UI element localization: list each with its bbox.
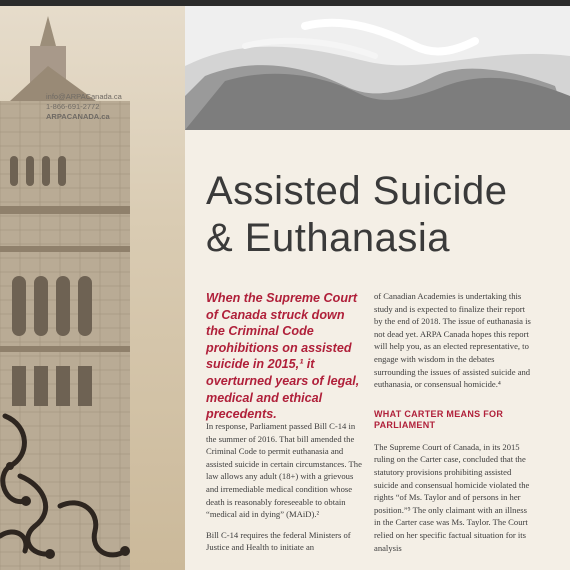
title-line-1: Assisted Suicide <box>206 169 508 213</box>
hands-image <box>185 6 570 130</box>
body-paragraph: In response, Parliament passed Bill C-14 in the summer of 2016. That bill amended the Criminal Code to permit euthanasia and assisted suicide in certain circumstances. The law allows any adult (18+) with a grievous and irremediable medical condition whose death is reasonably foreseeable to obtain “medical aid in dying” (MAiD).² <box>206 421 362 520</box>
tower-illustration <box>0 6 185 570</box>
section-heading: WHAT CARTER MEANS FOR PARLIAMENT <box>374 408 504 430</box>
column-left <box>206 420 366 562</box>
title-line-2: & Euthanasia <box>206 216 450 260</box>
lead-paragraph: When the Supreme Court of Canada struck down the Criminal Code prohibitions on assisted suicide in 2015,¹ it overturned years of legal, medical and ethical precedents. <box>206 291 360 422</box>
contact-info <box>46 92 122 122</box>
contact-email[interactable]: info@ARPACanada.ca <box>46 92 122 101</box>
body-paragraph: Bill C-14 requires the federal Ministers of Justice and Health to initiate an <box>206 529 351 553</box>
contact-phone: 1-866-691-2772 <box>46 102 100 111</box>
body-paragraph: of Canadian Academies is undertaking this study and is expected to finalize their report by the end of 2018. The issue of euthanasia is not dead yet. ARPA Canada hopes this report will help you, as an elected representative, to engage with wisdom in the debates surrounding the issues of assisted suicide and euthanasia, or consensual homicide.⁴ <box>374 291 531 390</box>
peace-tower-image <box>0 6 185 570</box>
contact-website[interactable]: ARPACANADA.ca <box>46 112 110 121</box>
body-paragraph: The Supreme Court of Canada, in its 2015 ruling on the Carter case, concluded that the statutory provisions prohibiting assisted suicide and consensual homicide violated the rights “of Ms. Taylor and of persons in her position.”⁵ The only claimant with an illness in the Carter case was Ms. Taylor. The Court relied on her specific factual situation for its analysis <box>374 441 530 553</box>
hands-photo <box>185 6 570 130</box>
document-title <box>206 168 507 262</box>
column-right <box>374 290 534 562</box>
